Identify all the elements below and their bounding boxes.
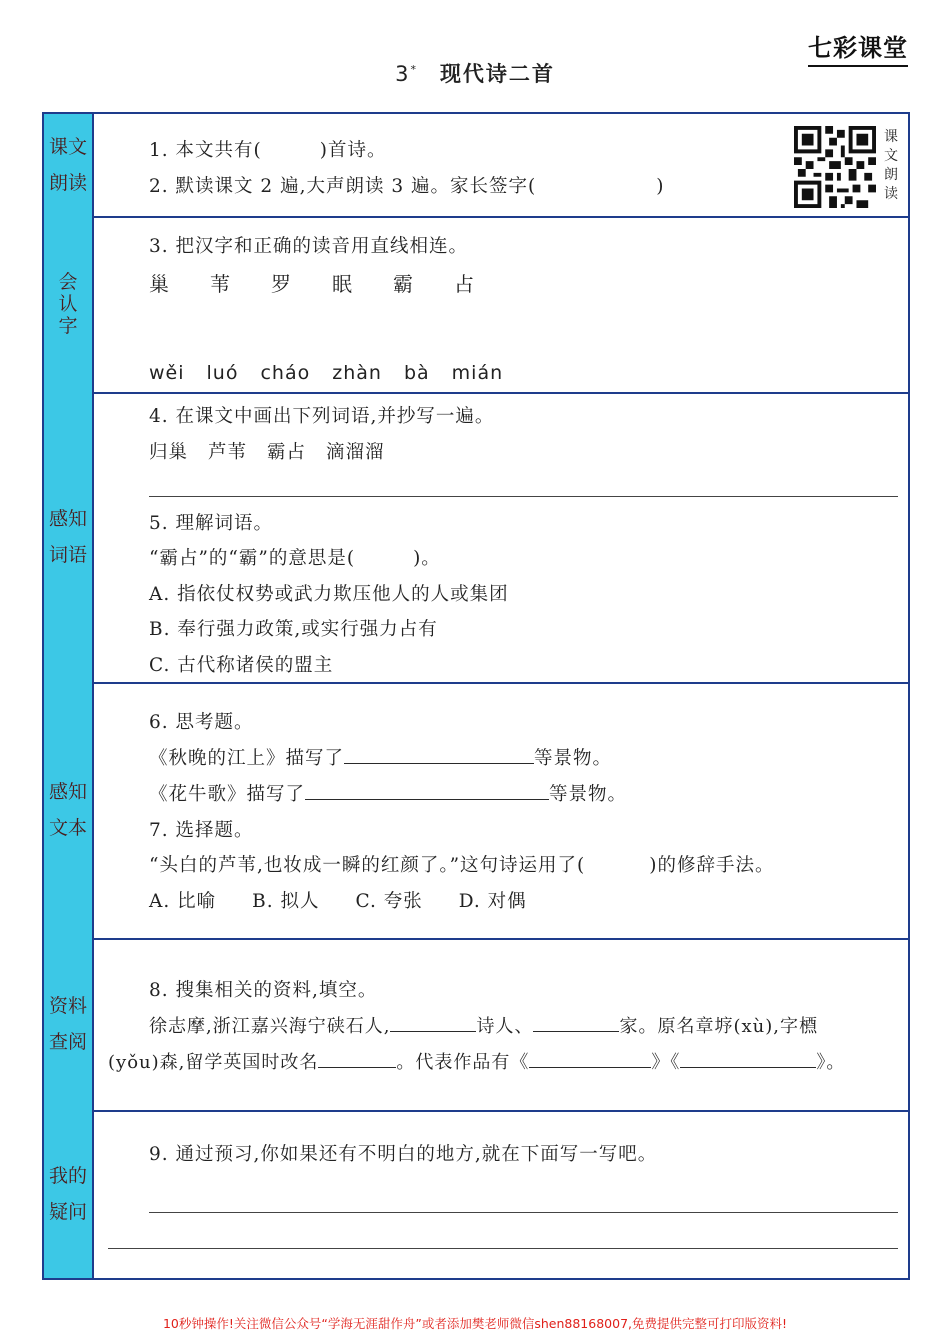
section-words (44, 392, 908, 684)
question-2: 2. 默读课文 2 遍,大声朗读 3 遍。家长签字( ) (149, 176, 665, 197)
question-5-stem: “霸占”的“霸”的意思是( )。 (149, 548, 441, 569)
character-list (149, 268, 515, 297)
section-label-text: 感知文本 (44, 682, 94, 938)
option-d[interactable]: D. 对偶 (458, 891, 527, 912)
char-item[interactable]: 巢 (149, 272, 170, 296)
research-line-2: (yǒu)森,留学英国时改名 。代表作品有《 》《 》。 (108, 1048, 845, 1074)
research-line-1: 徐志摩,浙江嘉兴海宁硖石人, 诗人、 家。原名章垿(xù),字槱 (149, 1012, 818, 1038)
answer-blank[interactable] (344, 745, 534, 764)
section-label-reading: 课文朗读 (44, 114, 94, 216)
question-6: 6. 思考题。 (149, 712, 254, 733)
qr-label: 课文朗读 (884, 129, 898, 202)
page-title (0, 58, 950, 88)
answer-blank[interactable] (529, 1049, 651, 1068)
pinyin-item[interactable]: luó (206, 362, 239, 384)
question-6-line-1: 《秋晚的江上》描写了 等景物。 (149, 744, 612, 770)
option-b[interactable]: B. 奉行强力政策,或实行强力占有 (149, 619, 438, 640)
section-questions (44, 1110, 908, 1278)
writing-line-2[interactable] (108, 1248, 898, 1249)
answer-blank[interactable] (390, 1013, 476, 1032)
lesson-title: 现代诗二首 (439, 62, 555, 86)
answer-blank[interactable] (318, 1049, 396, 1068)
pinyin-item[interactable]: bà (403, 362, 430, 384)
section-label-questions: 我的疑问 (44, 1110, 94, 1278)
section-research (44, 938, 908, 1112)
answer-blank[interactable] (305, 781, 549, 800)
char-item[interactable]: 罗 (271, 272, 292, 296)
worksheet (42, 112, 910, 1280)
pinyin-item[interactable]: zhàn (332, 362, 382, 384)
answer-blank[interactable] (680, 1049, 816, 1068)
option-a[interactable]: A. 比喻 (149, 891, 217, 912)
pinyin-item[interactable]: mián (451, 362, 504, 384)
option-a[interactable]: A. 指依仗权势或武力欺压他人的人或集团 (149, 584, 509, 605)
writing-line-1[interactable] (149, 1212, 898, 1213)
lesson-number: 3* (395, 62, 418, 86)
section-characters (44, 216, 908, 394)
section-label-words: 感知词语 (44, 392, 94, 682)
char-item[interactable]: 眠 (332, 272, 353, 296)
footer-notice: 10秒钟操作!关注微信公众号“学海无涯甜作舟”或者添加樊老师微信shen88168007,免费提供完整可打印版资料! (162, 1316, 788, 1331)
option-b[interactable]: B. 拟人 (252, 891, 320, 912)
question-1: 1. 本文共有( )首诗。 (149, 140, 387, 161)
char-item[interactable]: 苇 (210, 272, 231, 296)
option-c[interactable]: C. 古代称诸侯的盟主 (149, 655, 334, 676)
question-4: 4. 在课文中画出下列词语,并抄写一遍。 (149, 406, 495, 427)
section-label-characters: 会认字 (44, 216, 94, 392)
word-item: 霸占 (267, 442, 307, 463)
pinyin-item[interactable]: cháo (260, 362, 311, 384)
question-9: 9. 通过预习,你如果还有不明白的地方,就在下面写一写吧。 (149, 1144, 658, 1165)
question-7-options (149, 887, 557, 913)
question-7-stem: “头白的芦苇,也妆成一瞬的红颜了。”这句诗运用了( )的修辞手法。 (149, 855, 775, 876)
option-c[interactable]: C. 夸张 (355, 891, 423, 912)
char-item[interactable]: 占 (454, 272, 475, 296)
question-7: 7. 选择题。 (149, 820, 254, 841)
word-item: 滴溜溜 (326, 442, 385, 463)
section-label-research: 资料查阅 (44, 938, 94, 1110)
question-8: 8. 搜集相关的资料,填空。 (149, 980, 378, 1001)
qr-code-icon[interactable] (794, 126, 876, 208)
pinyin-list (149, 362, 525, 384)
char-item[interactable]: 霸 (393, 272, 414, 296)
question-5: 5. 理解词语。 (149, 513, 274, 534)
word-list (149, 438, 415, 464)
section-reading (44, 114, 908, 218)
word-item: 归巢 (149, 442, 189, 463)
copy-line[interactable] (149, 496, 898, 497)
section-text (44, 682, 908, 940)
question-3: 3. 把汉字和正确的读音用直线相连。 (149, 236, 469, 257)
question-6-line-2: 《花牛歌》描写了 等景物。 (149, 780, 627, 806)
pinyin-item[interactable]: wěi (149, 362, 185, 384)
answer-blank[interactable] (533, 1013, 619, 1032)
word-item: 芦苇 (208, 442, 248, 463)
brand-logo: 七彩课堂 (808, 28, 908, 63)
